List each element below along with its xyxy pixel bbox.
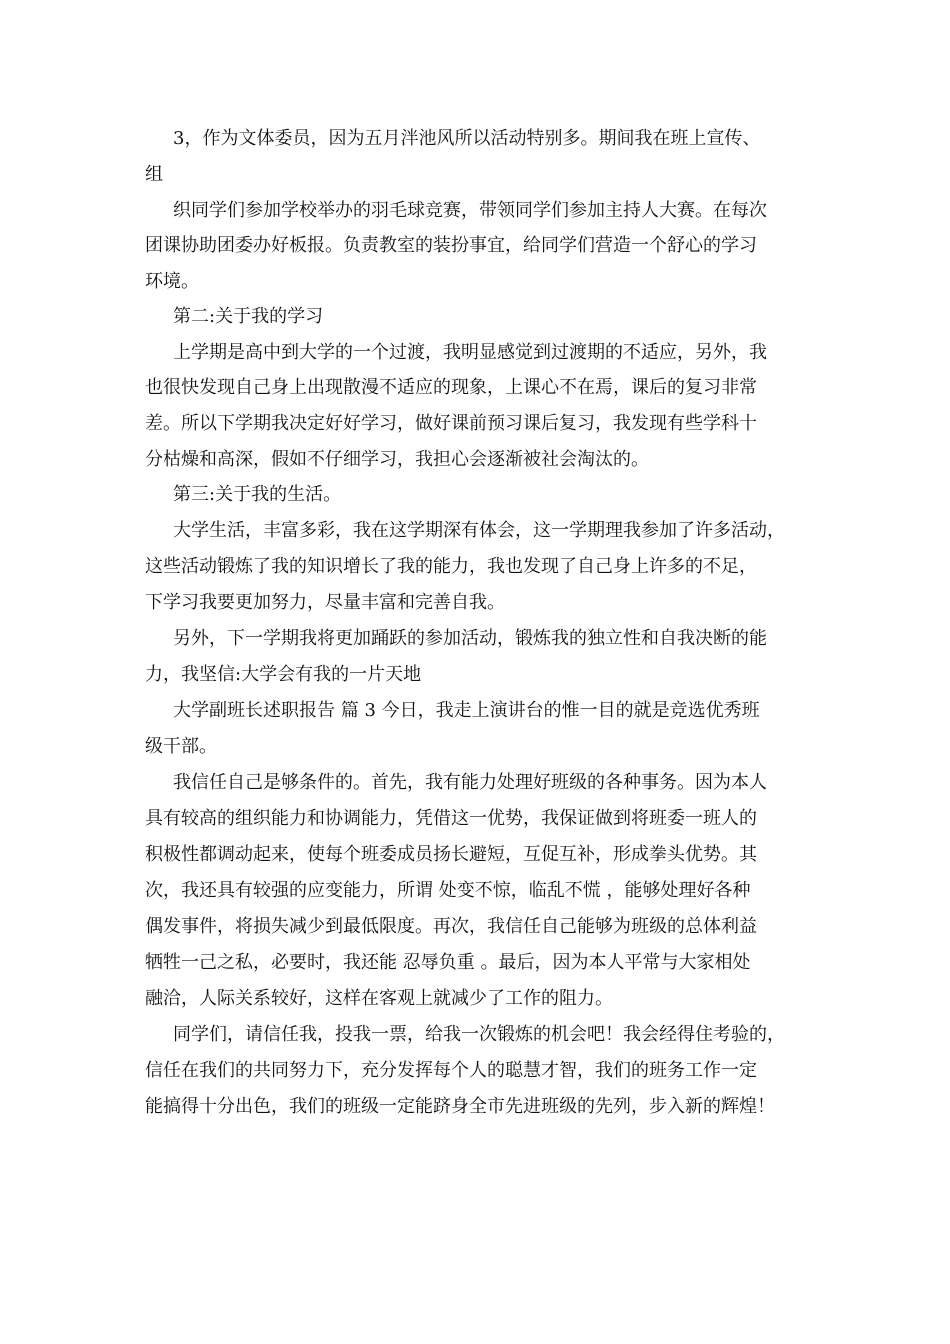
text-line: 偶发事件，将损失减少到最低限度。再次，我信任自己能够为班级的总体利益 bbox=[145, 916, 757, 937]
text-line: 融洽，人际关系较好，这样在客观上就减少了工作的阻力。 bbox=[145, 988, 613, 1009]
text-line: 下学习我要更加努力，尽量丰富和完善自我。 bbox=[145, 592, 505, 613]
text-line: 3，作为文体委员，因为五月泮池风所以活动特别多。期间我在班上宣传、 bbox=[173, 128, 761, 149]
text-line: 信任在我们的共同努力下，充分发挥每个人的聪慧才智，我们的班务工作一定 bbox=[145, 1060, 757, 1081]
text-line: 大学生活，丰富多彩，我在这学期深有体会，这一学期理我参加了许多活动， bbox=[173, 520, 785, 541]
text-line: 能搞得十分出色，我们的班级一定能跻身全市先进班级的先列，步入新的辉煌！ bbox=[145, 1096, 775, 1117]
text-line: 这些活动锻炼了我的知识增长了我的能力，我也发现了自己身上许多的不足， bbox=[145, 556, 757, 577]
text-line: 上学期是高中到大学的一个过渡，我明显感觉到过渡期的不适应，另外，我 bbox=[173, 342, 767, 363]
text-line: 次，我还具有较强的应变能力，所谓 处变不惊，临乱不慌 ，能够处理好各种 bbox=[145, 880, 751, 901]
text-line: 组 bbox=[145, 164, 163, 185]
text-line: 同学们，请信任我，投我一票，给我一次锻炼的机会吧！我会经得住考验的， bbox=[173, 1024, 785, 1045]
text-line: 大学副班长述职报告 篇 3 今日，我走上演讲台的惟一目的就是竞选优秀班 bbox=[173, 700, 760, 721]
text-line: 级干部。 bbox=[145, 736, 217, 757]
text-line: 分枯燥和高深，假如不仔细学习，我担心会逐渐被社会淘汰的。 bbox=[145, 449, 649, 470]
section-heading: 第二:关于我的学习 bbox=[173, 306, 324, 327]
text-line: 我信任自己是够条件的。首先，我有能力处理好班级的各种事务。因为本人 bbox=[173, 772, 767, 793]
text-line: 力，我坚信:大学会有我的一片天地 bbox=[145, 664, 422, 685]
text-line: 积极性都调动起来，使每个班委成员扬长避短，互促互补，形成拳头优势。其 bbox=[145, 844, 757, 865]
text-line: 具有较高的组织能力和协调能力，凭借这一优势，我保证做到将班委一班人的 bbox=[145, 808, 757, 829]
text-line: 另外，下一学期我将更加踊跃的参加活动，锻炼我的独立性和自我决断的能 bbox=[173, 628, 767, 649]
text-line: 织同学们参加学校举办的羽毛球竞赛，带领同学们参加主持人大赛。在每次 bbox=[173, 200, 767, 221]
text-line: 团课协助团委办好板报。负责教室的装扮事宜，给同学们营造一个舒心的学习 bbox=[145, 235, 757, 256]
text-line: 差。所以下学期我决定好好学习，做好课前预习课后复习，我发现有些学科十 bbox=[145, 413, 757, 434]
section-heading: 第三:关于我的生活。 bbox=[173, 484, 342, 505]
text-line: 牺牲一己之私，必要时，我还能 忍辱负重 。最后，因为本人平常与大家相处 bbox=[145, 952, 751, 973]
text-line: 也很快发现自己身上出现散漫不适应的现象，上课心不在焉，课后的复习非常 bbox=[145, 377, 757, 398]
text-line: 环境。 bbox=[145, 271, 199, 292]
